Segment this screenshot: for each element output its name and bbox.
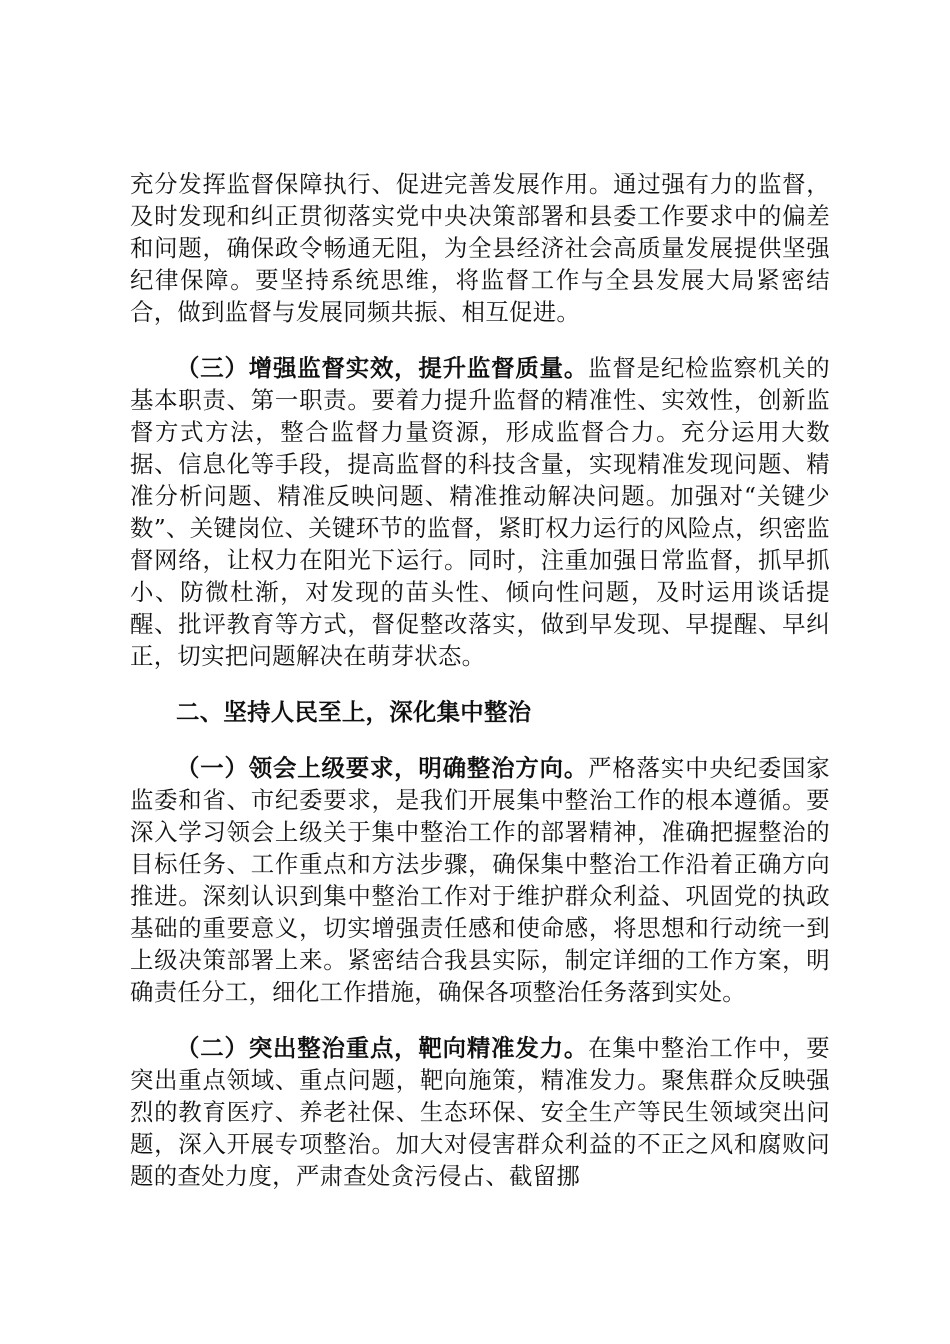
paragraph-2-text: 监督是纪检监察机关的基本职责、第一职责。要着力提升监督的精准性、实效性，创新监督方式方法，整合监督力量资源，形成监督合力。充分运用大数据、信息化等手段，提高监督的科技含量，实现精准发现问题、精准分析问题、精准反映问题、精准推动解决问题。加强对“关键少数”、关键岗位、关键环节的监督，紧盯权力运行的风险点，织密监督网络，让权力在阳光下运行。同时，注重加强日常监督，抓早抓小、防微杜渐，对发现的苗头性、倾向性问题，及时运用谈话提醒、批评教育等方式，督促整改落实，做到早发现、早提醒、早纠正，切实把问题解决在萌芽状态。 (130, 354, 830, 670)
paragraph-3 (130, 752, 830, 1008)
paragraph-2-lead: （三）增强监督实效，提升监督质量。 (176, 354, 589, 382)
section-heading-2: 二、坚持人民至上，深化集中整治 (176, 698, 532, 726)
paragraph-4-text: 在集中整治工作中，要突出重点领域、重点问题，靶向施策，精准发力。聚焦群众反映强烈的教育医疗、养老社保、生态环保、安全生产等民生领域突出问题，深入开展专项整治。加大对侵害群众利益的不正之风和腐败问题的查处力度，严肃查处贪污侵占、截留挪 (130, 1034, 830, 1190)
document-page (130, 168, 830, 1192)
paragraph-2 (130, 352, 830, 672)
paragraph-4-lead: （二）突出整治重点，靶向精准发力。 (176, 1034, 589, 1062)
paragraph-3-lead: （一）领会上级要求，明确整治方向。 (176, 754, 589, 782)
paragraph-1 (130, 168, 830, 328)
paragraph-3-text: 严格落实中央纪委国家监委和省、市纪委要求，是我们开展集中整治工作的根本遵循。要深入学习领会上级关于集中整治工作的部署精神，准确把握整治的目标任务、工作重点和方法步骤，确保集中整治工作沿着正确方向推进。深刻认识到集中整治工作对于维护群众利益、巩固党的执政基础的重要意义，切实增强责任感和使命感，将思想和行动统一到上级决策部署上来。紧密结合我县实际，制定详细的工作方案，明确责任分工，细化工作措施，确保各项整治任务落到实处。 (130, 754, 830, 1006)
paragraph-4 (130, 1032, 830, 1192)
paragraph-1-text: 充分发挥监督保障执行、促进完善发展作用。通过强有力的监督，及时发现和纠正贯彻落实党中央决策部署和县委工作要求中的偏差和问题，确保政令畅通无阻，为全县经济社会高质量发展提供坚强纪律保障。要坚持系统思维，将监督工作与全县发展大局紧密结合，做到监督与发展同频共振、相互促进。 (130, 170, 830, 326)
